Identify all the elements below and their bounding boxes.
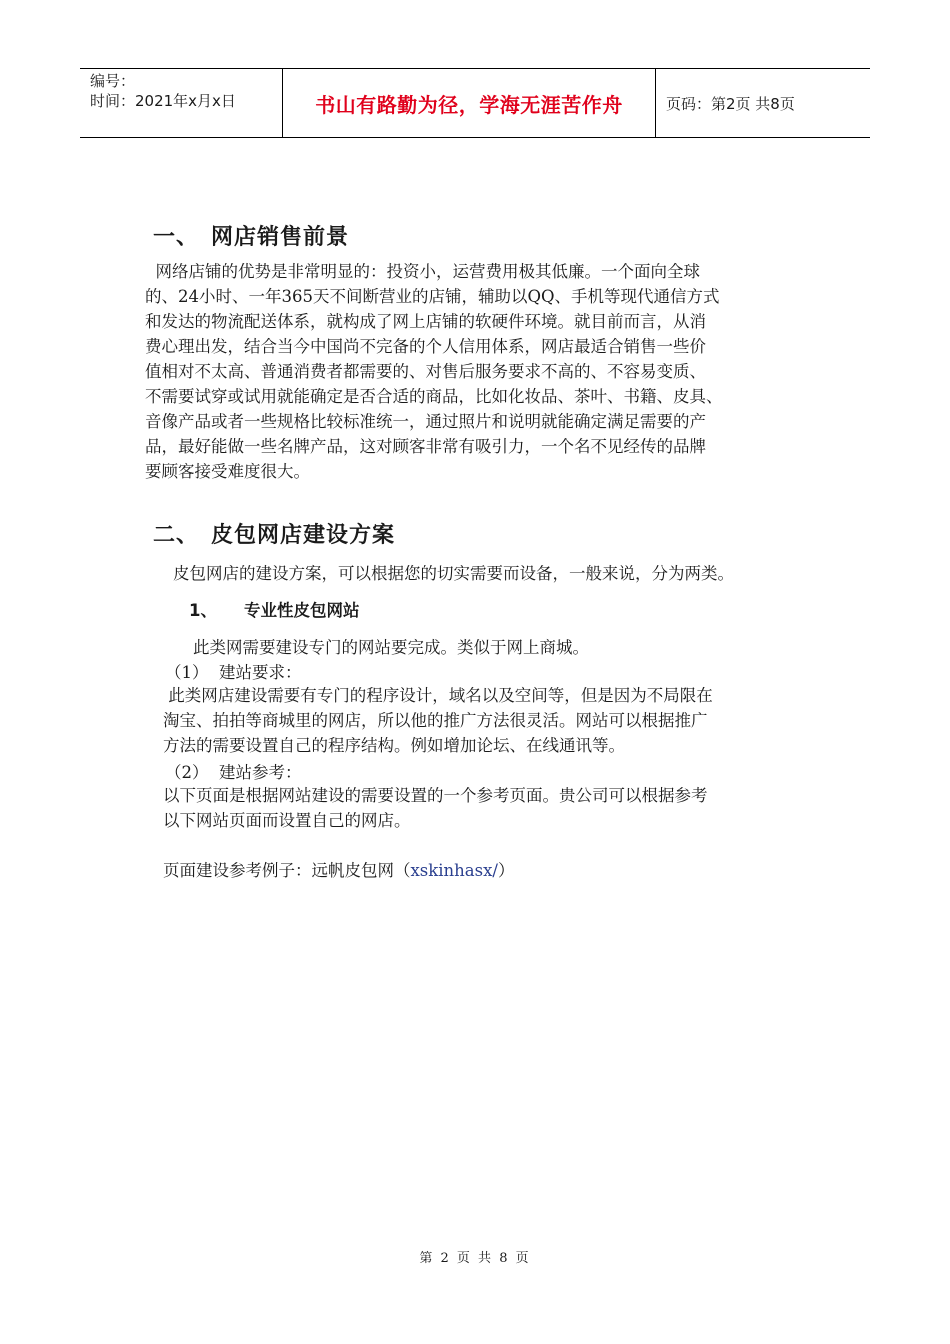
time-label: 时间：2021年x月x日: [90, 92, 236, 110]
number-label: 编号：: [90, 72, 136, 90]
reference-label: （2） 建站参考：: [165, 763, 302, 782]
header-page-label: 页码：第2页 共8页: [666, 94, 795, 113]
section-2-heading: [153, 518, 395, 549]
section-2-number: 二、: [153, 523, 200, 548]
body-line: 方法的需要设置自己的程序结构。例如增加论坛、在线通讯等。: [163, 736, 625, 755]
example-link[interactable]: xskinhasx/: [410, 861, 498, 880]
body-line: 音像产品或者一些规格比较标准统一，通过照片和说明就能确定满足需要的产: [145, 412, 706, 431]
body-line: 以下网站页面而设置自己的网店。: [163, 811, 411, 830]
section-1-title: 网店销售前景: [211, 225, 350, 250]
section-2-intro: 皮包网店的建设方案，可以根据您的切实需要而设备，一般来说，分为两类。: [173, 564, 734, 583]
body-line: 此类网店建设需要有专门的程序设计，域名以及空间等，但是因为不局限在: [163, 686, 713, 705]
body-line: 值相对不太高、普通消费者都需要的、对售后服务要求不高的、不容易变质、: [145, 362, 706, 381]
section-2-title: 皮包网店建设方案: [211, 523, 396, 548]
document-header: [80, 68, 870, 138]
body-line: 费心理出发，结合当今中国尚不完备的个人信用体系，网店最适合销售一些价: [145, 337, 706, 356]
body-line: 和发达的物流配送体系，就构成了网上店铺的软硬件环境。就目前而言，从消: [145, 312, 706, 331]
requirements-label: （1） 建站要求：: [165, 663, 302, 682]
subsection-1-desc: 此类网需要建设专门的网站要完成。类似于网上商城。: [193, 638, 589, 657]
body-line: 淘宝、拍拍等商城里的网店，所以他的推广方法很灵活。网站可以根据推广: [163, 711, 708, 730]
example-line: [163, 857, 514, 881]
subsection-1-number: 1、: [189, 601, 217, 620]
subsection-1-heading: [189, 597, 360, 621]
body-line: 不需要试穿或试用就能确定是否合适的商品，比如化妆品、茶叶、书籍、皮具、: [145, 387, 723, 406]
example-prefix: 页面建设参考例子：远帆皮包网（: [163, 861, 411, 880]
header-meta: [80, 69, 282, 137]
body-line: 网络店铺的优势是非常明显的：投资小，运营费用极其低廉。一个面向全球: [145, 262, 700, 281]
body-line: 以下页面是根据网站建设的需要设置的一个参考页面。贵公司可以根据参考: [163, 786, 708, 805]
body-line: 的、24小时、一年365天不间断营业的店铺，辅助以QQ、手机等现代通信方式: [145, 287, 720, 306]
body-line: 要顾客接受难度很大。: [145, 462, 310, 481]
section-1-heading: [153, 220, 349, 251]
subsection-1-title: 专业性皮包网站: [244, 601, 360, 620]
body-line: 品，最好能做一些名牌产品，这对顾客非常有吸引力，一个名不见经传的品牌: [145, 437, 706, 456]
reference-body: [163, 783, 708, 833]
section-1-number: 一、: [153, 225, 200, 250]
requirements-body: [163, 683, 713, 758]
example-suffix: ）: [497, 861, 515, 880]
section-1-body: [145, 259, 723, 484]
header-motto: 书山有路勤为径，学海无涯苦作舟: [282, 69, 656, 137]
page-footer: 第 2 页 共 8 页: [419, 1251, 531, 1266]
